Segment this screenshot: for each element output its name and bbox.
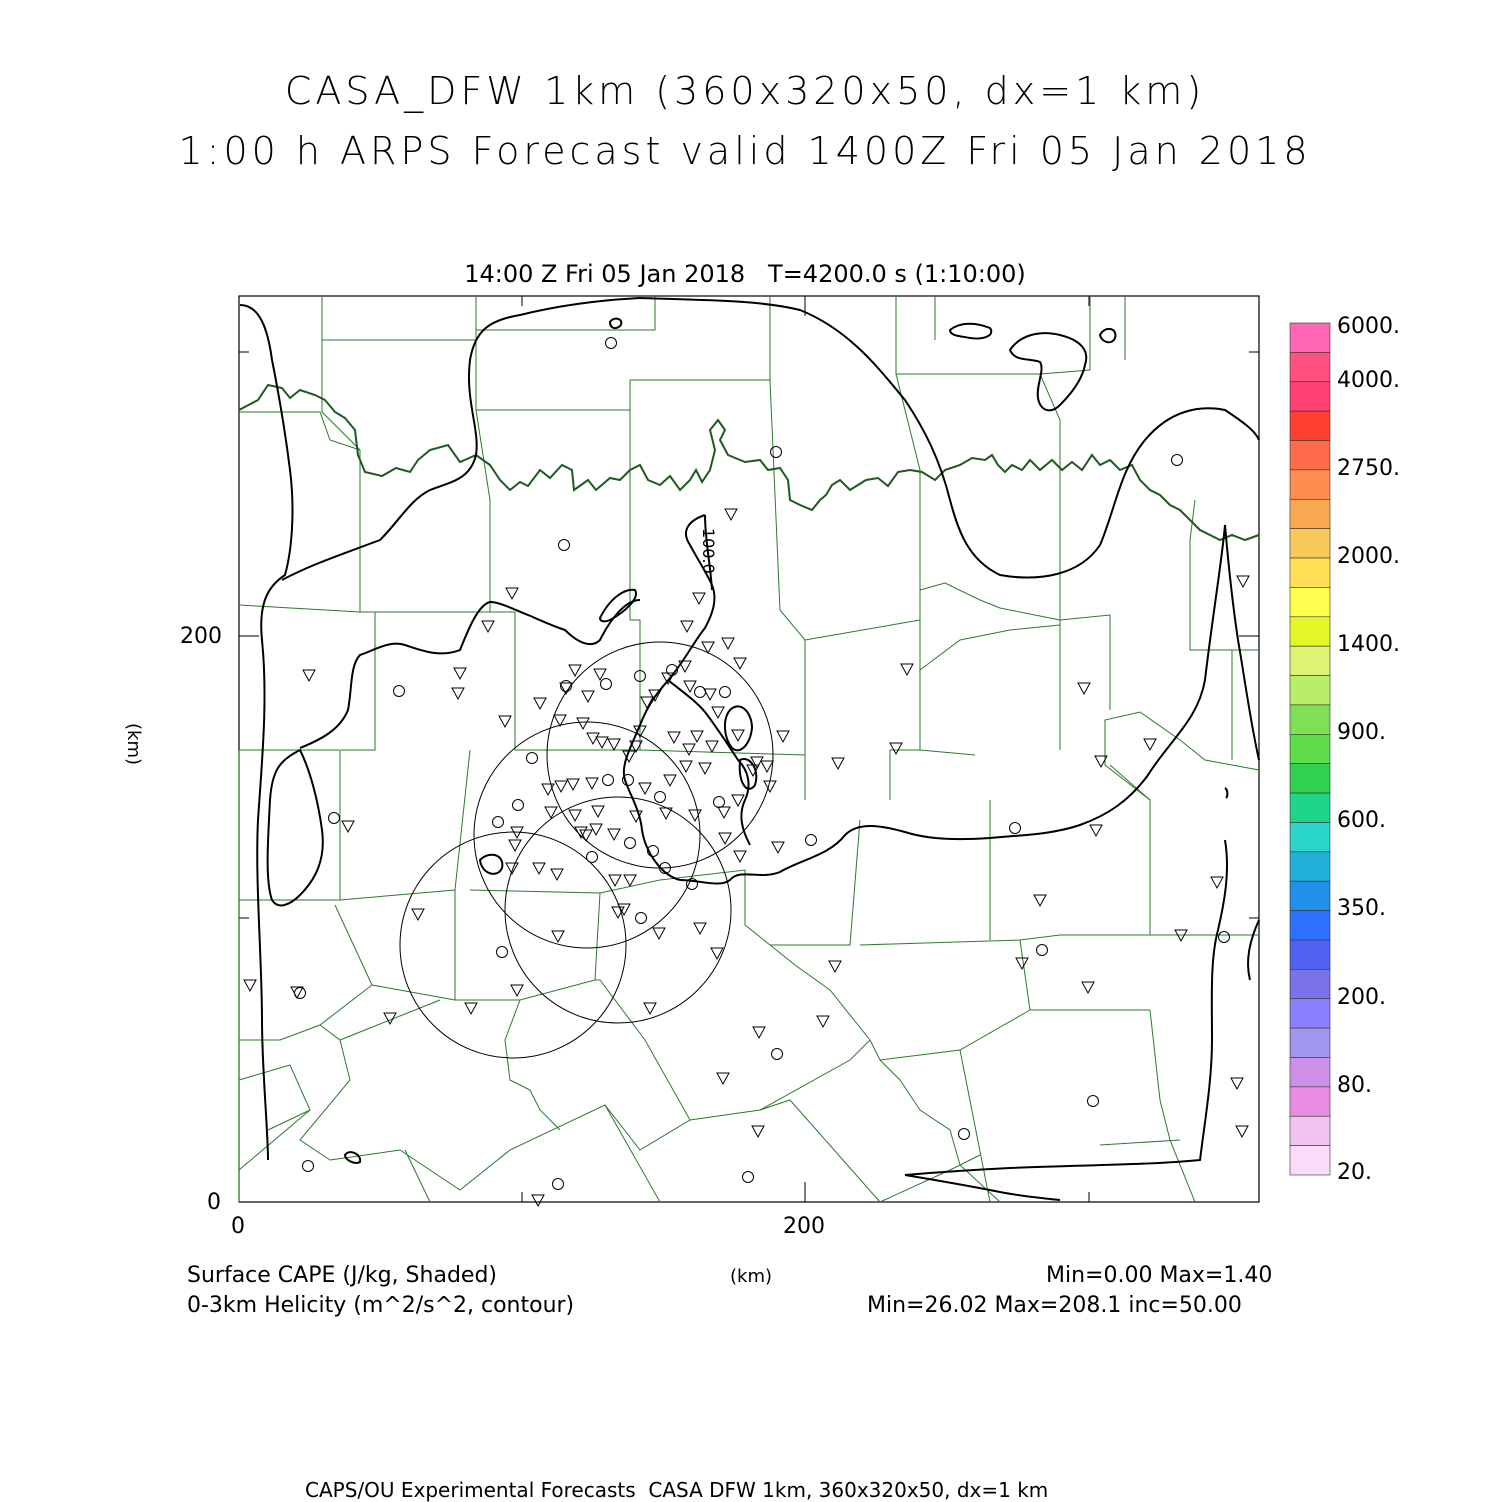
station-triangle [624,875,636,886]
colorbar-swatch [1290,999,1330,1028]
colorbar-swatch [1290,646,1330,675]
station-triangle [1034,895,1046,906]
station-triangle [680,761,692,772]
station-triangle [668,732,680,743]
colorbar-swatch [1290,617,1330,646]
station-triangle [717,1073,729,1084]
station-triangle [664,775,676,786]
station-triangle [482,621,494,632]
colorbar-swatch [1290,1028,1330,1057]
state-boundary [239,385,1259,540]
colorbar-label: 200. [1337,985,1386,1010]
radar-ring [400,832,626,1058]
station-triangle [592,806,604,817]
station-triangle [1016,958,1028,969]
x-axis-label: (km) [730,1266,773,1287]
axis-ticks [239,296,1259,1202]
colorbar-swatch [1290,352,1330,381]
station-triangle [761,761,773,772]
station-circle [587,852,598,863]
station-triangle [532,1195,544,1206]
colorbar-label: 2000. [1337,544,1400,569]
station-triangle [577,718,589,729]
station-triangle [725,509,737,520]
station-circle [771,447,782,458]
colorbar-label: 80. [1337,1073,1372,1098]
station-triangle [586,778,598,789]
station-triangle [506,863,518,874]
station-triangle [732,795,744,806]
y-tick-label: 0 [207,1190,221,1215]
station-circle [606,338,617,349]
station-triangle [551,869,563,880]
colorbar-swatch [1290,852,1330,881]
colorbar-swatch [1290,676,1330,705]
station-circle [655,792,666,803]
station-circle [493,817,504,828]
colorbar-swatch [1290,411,1330,440]
colorbar-swatch [1290,881,1330,910]
station-triangle [1211,877,1223,888]
title-line-1: CASA_DFW 1km (360x320x50, dx=1 km) [284,69,1206,113]
station-triangle [817,1016,829,1027]
colorbar-swatch [1290,529,1330,558]
station-circle [497,947,508,958]
station-triangle [1082,982,1094,993]
contour-label: 100.0 [699,528,718,574]
station-triangle [609,875,621,886]
colorbar-label: 2750. [1337,456,1400,481]
county-boundaries [239,296,1259,1202]
station-triangle [608,739,620,750]
radar-range-rings [400,642,773,1058]
colorbar-swatch [1290,940,1330,969]
colorbar-swatch [1290,705,1330,734]
station-triangle [734,658,746,669]
shaded-field-label: Surface CAPE (J/kg, Shaded) [187,1263,497,1288]
station-circle [772,1049,783,1060]
colorbar-label: 900. [1337,720,1386,745]
station-triangle [691,731,703,742]
station-triangle [534,698,546,709]
colorbar-swatch [1290,911,1330,940]
colorbar-label: 600. [1337,808,1386,833]
station-triangle [412,909,424,920]
colorbar-swatch [1290,734,1330,763]
cape-colorbar [1290,323,1330,1175]
station-triangle [1231,1078,1243,1089]
station-triangle [342,821,354,832]
radar-ring [547,642,773,868]
station-triangle [644,1003,656,1014]
station-circle [714,797,725,808]
contour-min-max: Min=26.02 Max=208.1 inc=50.00 [867,1293,1242,1318]
colorbar-swatch [1290,1116,1330,1145]
station-triangle [1144,739,1156,750]
colorbar-swatch [1290,1146,1330,1175]
station-triangle [681,621,693,632]
station-circle [527,753,538,764]
station-triangle [890,743,902,754]
colorbar-swatch [1290,470,1330,499]
station-triangle [303,670,315,681]
station-circle [625,838,636,849]
station-triangle [639,783,651,794]
credit-line: CAPS/OU Experimental Forecasts CASA DFW 1km, 360x320x50, dx=1 km [305,1478,1049,1502]
colorbar-swatch [1290,499,1330,528]
station-triangle [569,810,581,821]
station-triangle [684,681,696,692]
station-circle [806,835,817,846]
station-triangle [777,731,789,742]
station-triangle [499,716,511,727]
station-triangle [1237,576,1249,587]
colorbar-swatch [1290,558,1330,587]
colorbar-label: 4000. [1337,368,1400,393]
station-triangle [465,1003,477,1014]
station-circle [553,1179,564,1190]
colorbar-swatch [1290,793,1330,822]
station-triangle [653,928,665,939]
station-triangle [706,741,718,752]
colorbar-swatch [1290,441,1330,470]
colorbar-swatch [1290,1057,1330,1086]
station-triangle [596,737,608,748]
station-triangle [582,691,594,702]
station-triangle [1090,825,1102,836]
colorbar-swatch [1290,1087,1330,1116]
station-triangle [732,730,744,741]
station-triangle [608,829,620,840]
station-triangle [832,758,844,769]
station-triangle [712,707,724,718]
colorbar-label: 350. [1337,896,1386,921]
station-triangle [752,1126,764,1137]
colorbar-swatch [1290,764,1330,793]
shaded-min-max: Min=0.00 Max=1.40 [1046,1263,1273,1288]
radar-ring [474,722,700,948]
y-axis-label: (km) [123,722,145,766]
station-circle [1037,945,1048,956]
station-triangle [244,980,256,991]
plot-frame [239,296,1259,1202]
x-tick-label: 200 [783,1214,825,1239]
x-tick-label: 0 [231,1214,245,1239]
station-triangle [569,665,581,676]
station-circle [303,1161,314,1172]
colorbar-swatch [1290,323,1330,352]
colorbar-label: 20. [1337,1160,1372,1185]
contour-field-label: 0-3km Helicity (m^2/s^2, contour) [187,1293,575,1318]
station-triangle [693,593,705,604]
station-circle [601,679,612,690]
station-triangle [718,807,730,818]
y-tick-label: 200 [180,624,222,649]
valid-time-subtitle: 14:00 Z Fri 05 Jan 2018 T=4200.0 s (1:10:00) [464,260,1026,288]
station-circle [695,687,706,698]
station-triangle [552,931,564,942]
helicity-contours [240,298,1259,1200]
station-triangle [683,744,695,755]
station-triangle [772,842,784,853]
station-triangle [1078,683,1090,694]
station-triangle [555,781,567,792]
station-triangle [454,668,466,679]
station-circle [513,800,524,811]
colorbar-swatch [1290,382,1330,411]
station-circle [1219,932,1230,943]
station-circle [1172,455,1183,466]
station-triangle [901,664,913,675]
station-triangle [509,840,521,851]
station-circle [559,540,570,551]
station-circle [603,775,614,786]
station-circle [329,813,340,824]
station-triangle [533,863,545,874]
colorbar-label: 1400. [1337,632,1400,657]
station-triangle [699,763,711,774]
station-circle [394,686,405,697]
title-line-2: 1:00 h ARPS Forecast valid 1400Z Fri 05 Jan 2018 [178,129,1312,173]
colorbar-label: 6000. [1337,314,1400,339]
station-triangle [506,588,518,599]
station-triangle [722,638,734,649]
station-triangle [511,985,523,996]
station-triangle [567,779,579,790]
station-circle [636,913,647,924]
colorbar-swatch [1290,969,1330,998]
radar-ring [505,797,731,1023]
colorbar-swatch [1290,587,1330,616]
station-triangle [711,948,723,959]
station-triangle [734,851,746,862]
station-triangle [753,1027,765,1038]
station-circle [1088,1096,1099,1107]
station-triangle [829,961,841,972]
colorbar-swatch [1290,822,1330,851]
station-circle [720,687,731,698]
station-triangle [452,688,464,699]
station-triangle [719,833,731,844]
station-circle [959,1129,970,1140]
station-circle [1010,823,1021,834]
station-circle [743,1172,754,1183]
station-triangle [1236,1126,1248,1137]
station-triangle [694,923,706,934]
